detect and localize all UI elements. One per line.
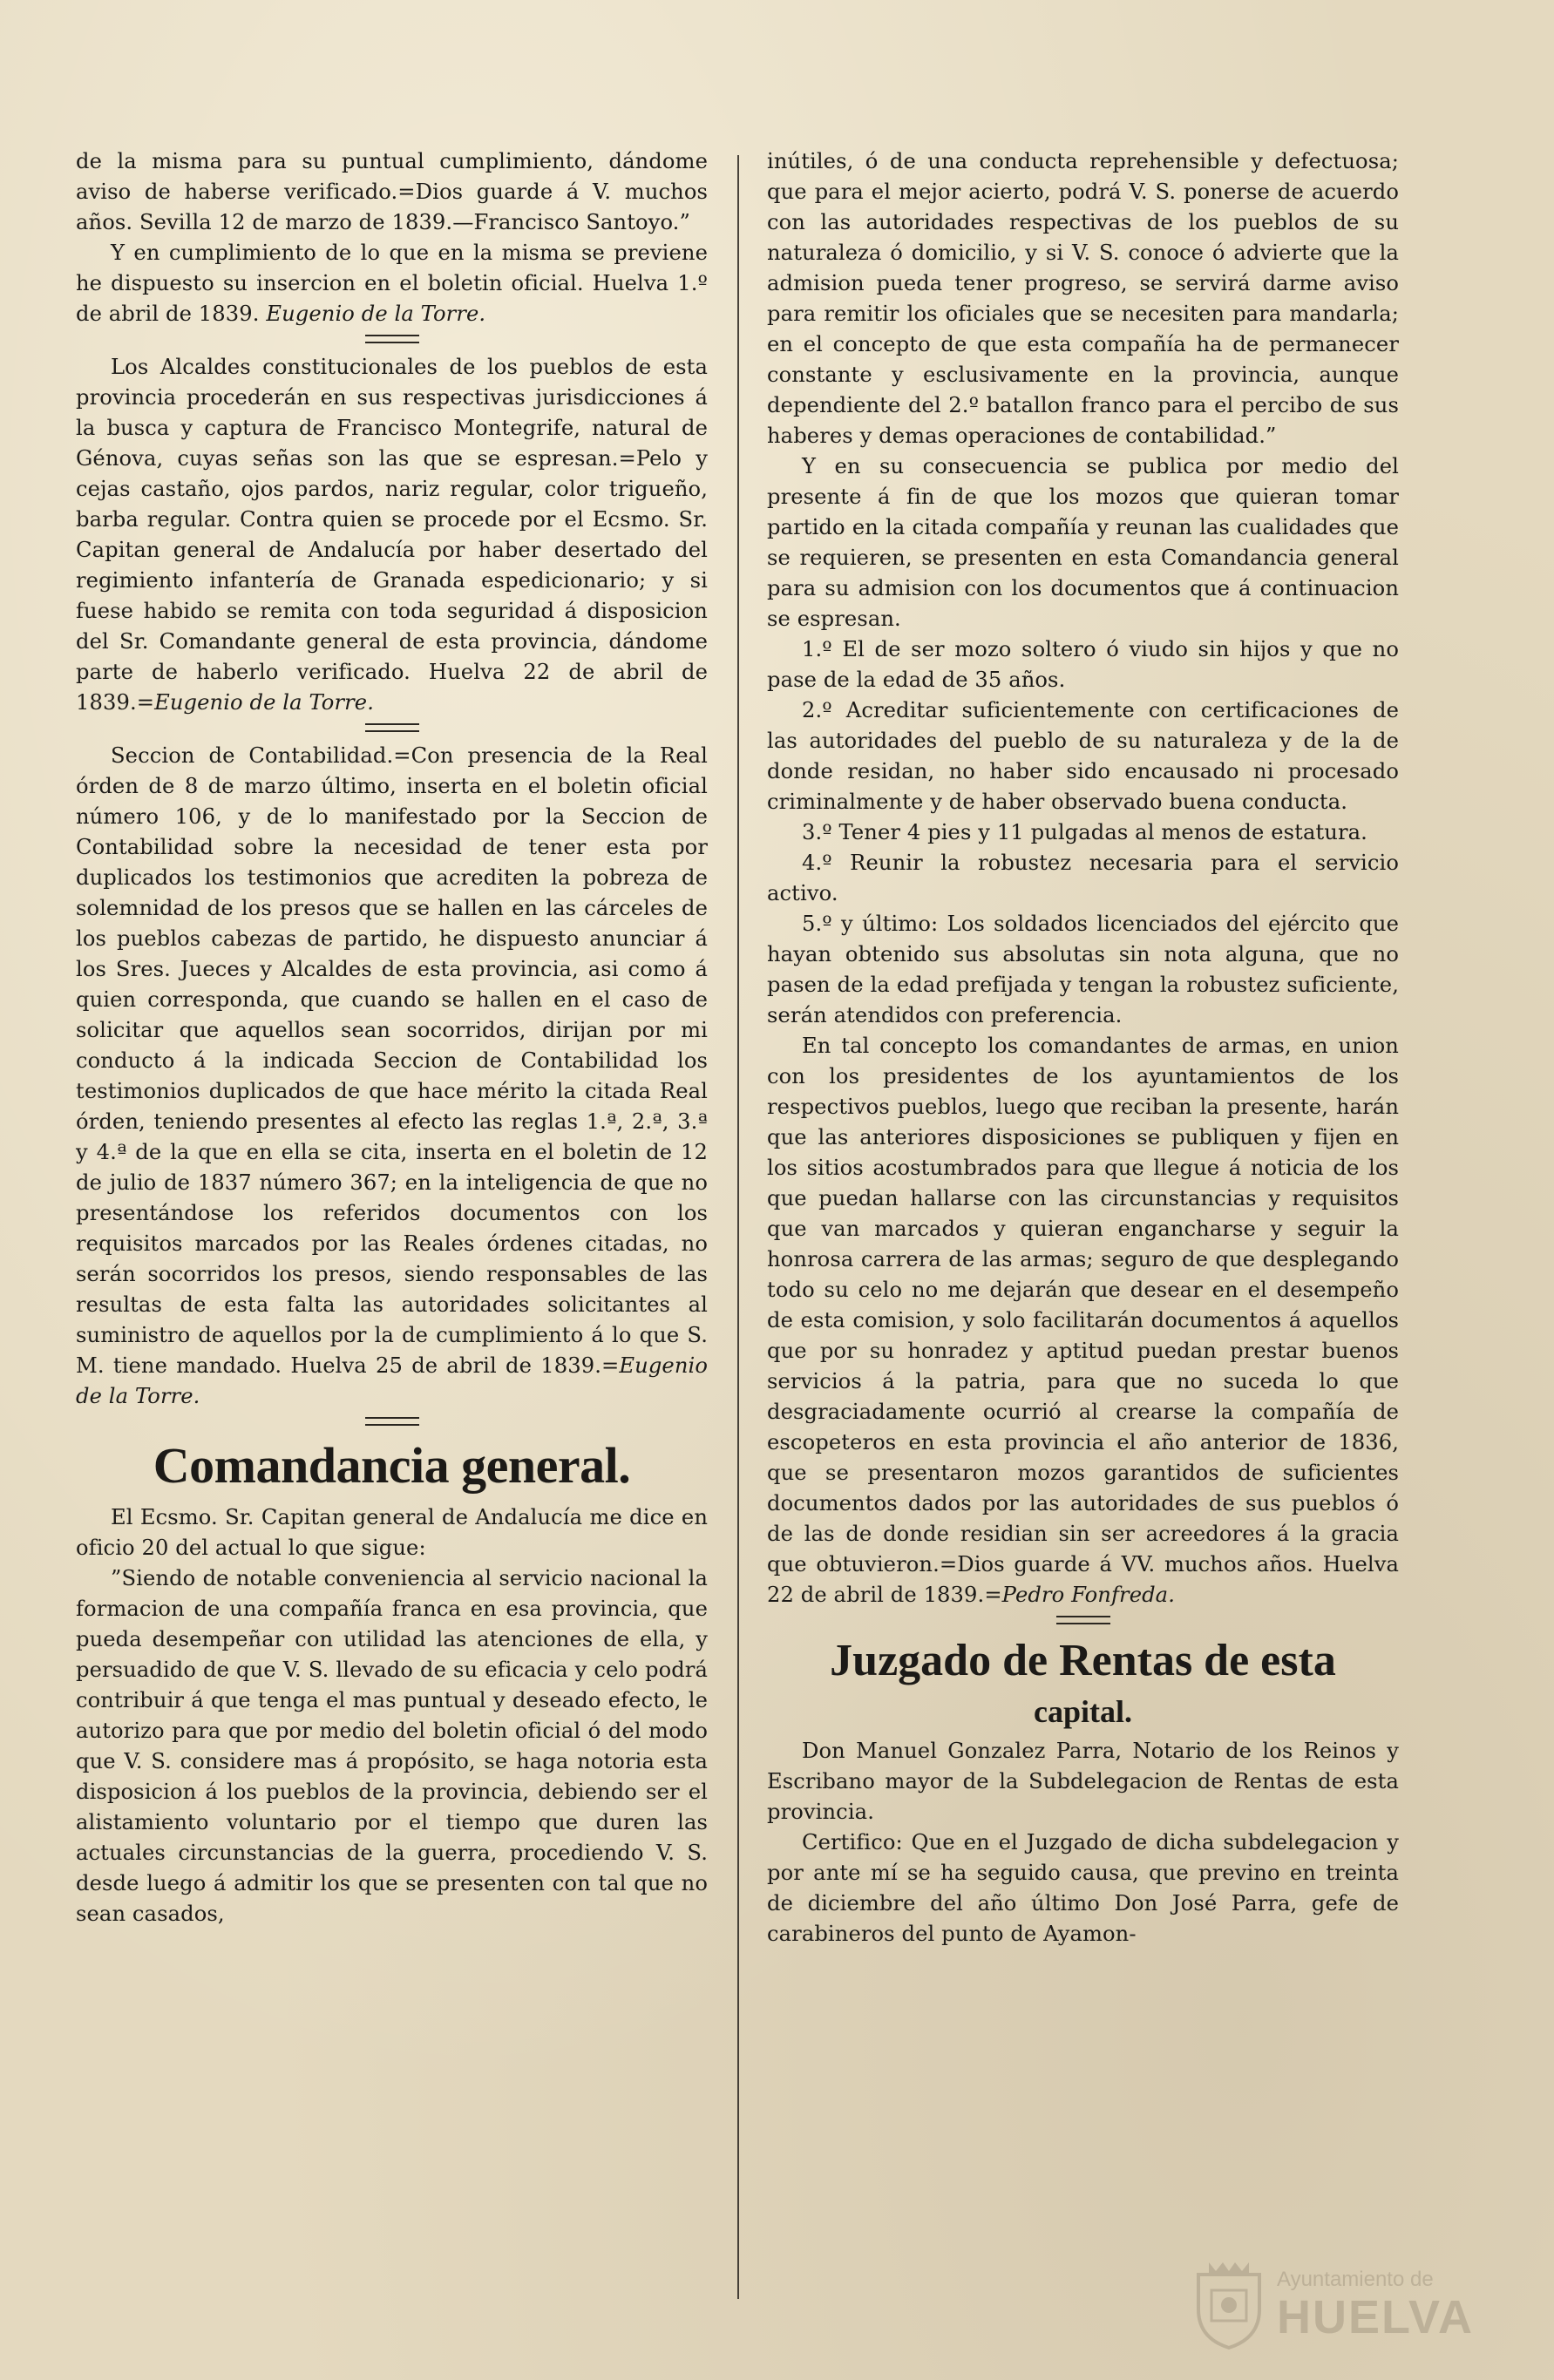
left-column (76, 146, 708, 1929)
left-paragraph-5: El Ecsmo. Sr. Capitan general de Andalucía me dice en oficio 20 del actual lo que sigue: (76, 1505, 708, 1560)
section-separator (365, 1417, 419, 1426)
requirements-list (767, 634, 1399, 1031)
section-separator (365, 723, 419, 732)
right-paragraph-1: inútiles, ó de una conducta reprehensible y defectuosa; que para el mejor acierto, podrá V. S. ponerse de acuerdo con las autoridades respectivas de los pueblos de su naturaleza ó domicilio, y si V. S. conoce ó advierte que la admision pueda tener progreso, se servirá darme aviso para remitir los oficiales que se necesiten para mandarla; en el concepto de que esta compañía ha de permanecer constante y esclusivamente en la provincia, aunque dependiente del 2.º batallon franco para el percibo de sus haberes y demas operaciones de contabilidad.” (767, 149, 1399, 448)
right-paragraph-3-text: En tal concepto los comandantes de armas, en union con los presidentes de los ayuntamientos de los respectivos pueblos, luego que reciban la presente, harán que las anteriores disposiciones se publiquen y fijen en los sitios acostumbrados para que llegue á noticia de los que puedan hallarse con las circunstancias y requisitos que van marcados y quieran engancharse y seguir la honrosa carrera de las armas; seguro de que desplegando todo su celo no me dejarán que desear en el desempeño de esta comision, y solo facilitarán documentos á aquellos que por su honradez y aptitud puedan prestar buenos servicios á la patria, para que no suceda lo que desgraciadamente ocurrió al crearse la compañía de escopeteros en esta provincia el año anterior de 1836, que se presentaron mozos garantidos de suficientes documentos dados por las autoridades de sus pueblos ó de las de donde residian sin ser acreedores á la gracia que obtuvieron.=Dios guarde á VV. muchos años. Huelva 22 de abril de 1839. (767, 1034, 1399, 1607)
right-column (767, 146, 1399, 1949)
requirement-4: 4.º Reunir la robustez necesaria para el servicio activo. (767, 851, 1399, 905)
right-paragraph-4: Don Manuel Gonzalez Parra, Notario de los Reinos y Escribano mayor de la Subdelegacion de Rentas de esta provincia. (767, 1739, 1399, 1824)
ayuntamiento-watermark (1190, 2255, 1490, 2351)
requirement-1: 1.º El de ser mozo soltero ó viudo sin hijos y que no pase de la edad de 35 años. (767, 637, 1399, 692)
left-paragraph-2 (76, 238, 708, 329)
left-paragraph-3-text: Los Alcaldes constitucionales de los pueblos de esta provincia procederán en sus respectivas jurisdicciones á la busca y captura de Francisco Montegrife, natural de Génova, cuyas señas son las que se espresan.=Pelo y cejas castaño, ojos pardos, nariz regular, color trigueño, barba regular. Contra quien se procede por el Ecsmo. Sr. Capitan general de Andalucía por haber desertado del regimiento infantería de Granada espedicionario; y si fuese habido se remita con toda seguridad á disposicion del Sr. Comandante general de esta provincia, dándome parte de haberlo verificado. Huelva 22 de abril de 1839. (76, 355, 708, 715)
right-paragraph-5: Certifico: Que en el Juzgado de dicha subdelegacion y por ante mí se ha seguido causa, que previno en treinta de diciembre del año último Don José Parra, gefe de carabineros del punto de Ayamon- (767, 1830, 1399, 1946)
left-paragraph-4-text: Seccion de Contabilidad.=Con presencia de la Real órden de 8 de marzo último, inserta en el boletin oficial número 106, y de lo manifestado por la Seccion de Contabilidad sobre la necesidad de tener esta por duplicados los testimonios que acrediten la pobreza de solemnidad de los presos que se hallen en las cárceles de los pueblos cabezas de partido, he dispuesto anunciar á los Sres. Jueces y Alcaldes de esta provincia, asi como á quien corresponda, que cuando se hallen en el caso de solicitar que aquellos sean socorridos, dirijan por mi conducto á la indicada Seccion de Contabilidad los testimonios duplicados de que hace mérito la citada Real órden, teniendo presentes al efecto las reglas 1.ª, 2.ª, 3.ª y 4.ª de la que en ella se cita, inserta en el boletin de 12 de julio de 1837 número 367; en la inteligencia de que no presentándose los referidos documentos con los requisitos marcados por las Reales órdenes citadas, no serán socorridos los presos, siendo responsables de las resultas de esta falta las autoridades solicitantes al suministro de aquellos por la de cumplimiento á lo que S. M. tiene mandado. Huelva 25 de abril de 1839. (76, 743, 708, 1378)
left-paragraph-2-text: Y en cumplimiento de lo que en la misma se previene he dispuesto su insercion en el boletin oficial. Huelva 1.º de abril de 1839. (76, 241, 708, 326)
left-paragraph-3 (76, 352, 708, 718)
requirement-2: 2.º Acreditar suficientemente con certificaciones de las autoridades del pueblo de su naturaleza y de la de donde residan, no haber sido encausado ni procesado criminalmente y de haber observado buena conducta. (767, 698, 1399, 814)
right-signature-1: =Pedro Fonfreda. (984, 1583, 1175, 1607)
heading-comandancia-general: Comandancia general. (153, 1437, 631, 1494)
heading-capital: capital. (1034, 1694, 1132, 1729)
watermark-line-2: HUELVA (1277, 2291, 1474, 2343)
section-separator (1056, 1616, 1110, 1624)
column-divider (737, 155, 739, 2299)
left-signature-1: Eugenio de la Torre. (266, 302, 486, 326)
watermark-line-1: Ayuntamiento de (1277, 2268, 1434, 2291)
left-paragraph-6: ”Siendo de notable conveniencia al servicio nacional la formacion de una compañía franca en esa provincia, que pueda desempeñar con utilidad las atenciones de ella, y persuadido de que V. S. llevado de su eficacia y celo podrá contribuir á que tenga el mas puntual y deseado efecto, le autorizo para que por medio del boletin oficial ó del modo que V. S. considere mas á propósito, se haga notoria esta disposicion á los pueblos de la provincia, debiendo ser el alistamiento voluntario por el tiempo que duren las actuales circunstancias de la guerra, procediendo V. S. desde luego á admitir los que se presenten con tal que no sean casados, (76, 1566, 708, 1926)
left-paragraph-1: de la misma para su puntual cumplimiento, dándome aviso de haberse verificado.=Dios guarde á V. muchos años. Sevilla 12 de marzo de 1839.—Francisco Santoyo.” (76, 149, 708, 234)
requirement-5: 5.º y último: Los soldados licenciados del ejército que hayan obtenido sus absolutas sin nota alguna, que no pasen de la edad prefijada y tengan la robustez suficiente, serán atendidos con preferencia. (767, 912, 1399, 1027)
section-separator (365, 335, 419, 343)
right-paragraph-2: Y en su consecuencia se publica por medio del presente á fin de que los mozos que quieran tomar partido en la citada compañía y reunan las cualidades que se requieren, se presenten en esta Comandancia general para su admision con los documentos que á continuacion se espresan. (767, 454, 1399, 631)
heading-juzgado-de-rentas: Juzgado de Rentas de esta (830, 1636, 1336, 1685)
left-signature-2: =Eugenio de la Torre. (136, 690, 374, 715)
left-paragraph-4 (76, 741, 708, 1412)
right-paragraph-3 (767, 1031, 1399, 1610)
left-signature-3: =Eugenio de la Torre. (76, 1353, 708, 1408)
requirement-3: 3.º Tener 4 pies y 11 pulgadas al menos de estatura. (802, 820, 1367, 844)
crest-icon (1190, 2255, 1268, 2351)
